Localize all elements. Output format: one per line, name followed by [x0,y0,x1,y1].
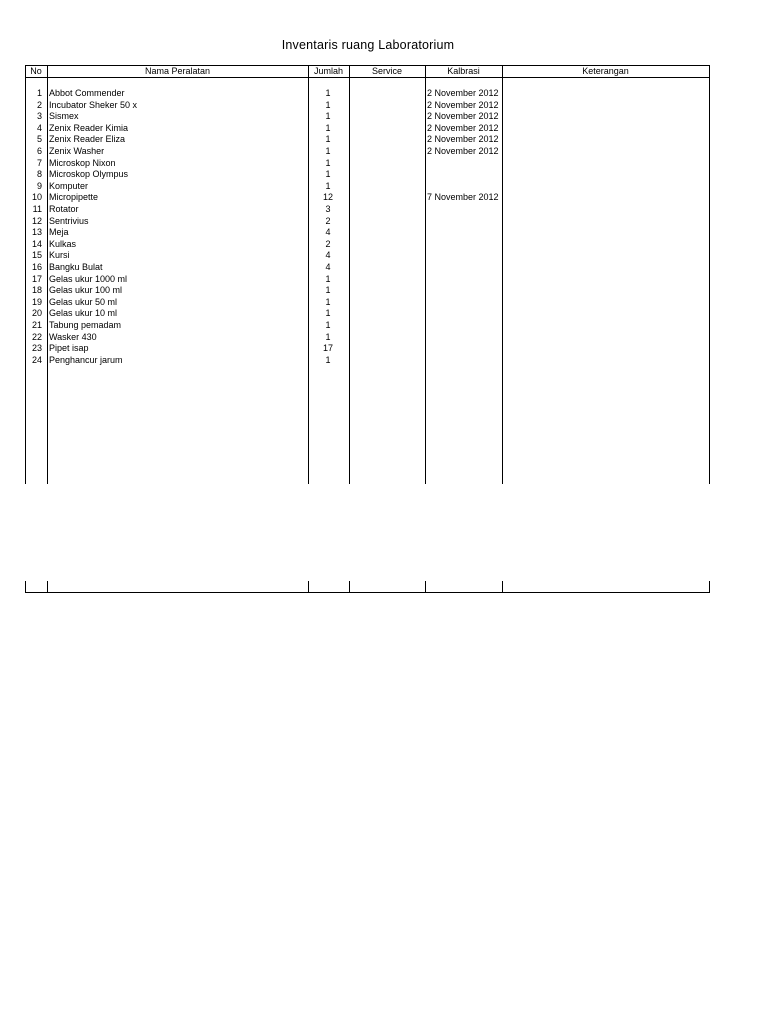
table-row [25,320,710,332]
row-jumlah: 1 [325,331,331,342]
row-no: 22 [31,331,42,342]
table-row [25,192,710,204]
table-row [25,134,710,146]
row-jumlah: 1 [325,157,331,168]
row-nama-peralatan: Zenix Reader Eliza [49,134,126,145]
row-jumlah: 2 [325,215,331,226]
row-nama-peralatan: Zenix Washer [49,146,105,156]
col-tick [25,581,26,592]
table-row [25,111,710,123]
header-kalibrasi: Kalbrasi [447,66,480,76]
table-row [25,262,710,274]
header-service: Service [371,66,402,76]
row-nama-peralatan: Microskop Nixon [49,157,116,168]
row-kalibrasi: 2 November 2012 [427,134,499,145]
row-nama-peralatan: Gelas ukur 100 ml [49,285,123,296]
document-title: Inventaris ruang Laboratorium [281,38,455,52]
row-nama-peralatan: Zenix Reader Kimia [49,122,129,133]
row-nama-peralatan: Kursi [49,250,70,261]
table-row [25,239,710,251]
row-nama-peralatan: Bangku Bulat [49,262,103,272]
row-nama-peralatan: Abbot Commender [49,88,125,98]
row-kalibrasi: 2 November 2012 [427,99,499,110]
row-nama-peralatan: Penghancur jarum [49,354,123,365]
table-row [25,204,710,216]
row-jumlah: 1 [325,354,331,365]
row-no: 9 [36,180,42,191]
header-nama-peralatan: Nama Peralatan [144,66,211,76]
header-bottom-border [25,77,710,78]
row-jumlah: 1 [325,169,331,180]
table-row [25,181,710,193]
row-no: 6 [36,146,42,156]
row-jumlah: 1 [325,308,331,319]
row-no: 5 [36,134,42,145]
col-tick [47,581,48,592]
table-row [25,343,710,355]
row-kalibrasi: 2 November 2012 [427,146,499,156]
row-nama-peralatan: Sentrivius [49,215,89,226]
row-nama-peralatan: Komputer [49,180,89,191]
row-nama-peralatan: Rotator [49,204,79,214]
row-no: 23 [31,343,42,354]
table-row [25,285,710,297]
row-nama-peralatan: Tabung pemadam [49,320,122,330]
row-jumlah: 1 [325,99,331,110]
row-nama-peralatan: Gelas ukur 50 ml [49,296,118,307]
row-jumlah: 4 [325,262,331,272]
row-kalibrasi: 7 November 2012 [427,192,499,203]
row-kalibrasi: 2 November 2012 [427,122,499,133]
row-nama-peralatan: Gelas ukur 10 ml [49,308,118,319]
row-jumlah: 1 [325,296,331,307]
row-jumlah: 1 [325,146,331,156]
row-nama-peralatan: Sismex [49,111,79,122]
table-bottom-border [25,592,710,593]
row-no: 24 [31,354,42,365]
row-jumlah: 1 [325,285,331,296]
row-jumlah: 4 [325,250,331,261]
header-no: No [30,66,42,76]
col-tick [308,581,309,592]
table-row [25,308,710,320]
row-jumlah: 1 [325,180,331,191]
row-nama-peralatan: Meja [49,227,69,238]
table-row [25,123,710,135]
row-nama-peralatan: Gelas ukur 1000 ml [49,273,128,284]
table-row [25,100,710,112]
table-row [25,355,710,367]
row-jumlah: 17 [322,343,333,354]
header-keterangan: Keterangan [582,66,629,76]
inventory-table [25,65,710,592]
row-no: 16 [31,262,42,272]
row-no: 12 [31,215,42,226]
row-nama-peralatan: Wasker 430 [49,331,97,342]
table-row [25,169,710,181]
table-row [25,88,710,100]
col-tick [425,581,426,592]
row-kalibrasi: 2 November 2012 [427,111,499,122]
row-no: 14 [31,238,42,249]
table-row [25,227,710,239]
table-row [25,332,710,344]
row-nama-peralatan: Microskop Olympus [49,169,129,180]
row-nama-peralatan: Micropipette [49,192,99,203]
row-jumlah: 12 [322,192,333,203]
row-jumlah: 1 [325,273,331,284]
row-no: 7 [36,157,42,168]
row-jumlah: 1 [325,122,331,133]
table-row [25,297,710,309]
col-tick [349,581,350,592]
col-tick [502,581,503,592]
row-no: 2 [36,99,42,110]
table-row [25,216,710,228]
table-row [25,250,710,262]
row-no: 13 [31,227,42,238]
row-no: 15 [31,250,42,261]
col-tick [709,581,710,592]
row-no: 19 [31,296,42,307]
row-no: 4 [36,122,42,133]
row-kalibrasi: 2 November 2012 [427,88,499,98]
row-nama-peralatan: Kulkas [49,238,77,249]
row-nama-peralatan: Incubator Sheker 50 x [49,99,138,110]
table-row [25,274,710,286]
row-no: 8 [36,169,42,180]
table-row [25,146,710,158]
row-no: 21 [31,320,42,330]
row-no: 17 [31,273,42,284]
row-jumlah: 4 [325,227,331,238]
row-no: 10 [31,192,42,203]
row-no: 18 [31,285,42,296]
header-jumlah: Jumlah [313,66,343,76]
row-jumlah: 1 [325,88,331,98]
row-no: 1 [36,88,42,98]
row-jumlah: 1 [325,320,331,330]
row-jumlah: 3 [325,204,331,214]
row-jumlah: 2 [325,238,331,249]
row-no: 3 [36,111,42,122]
table-row [25,158,710,170]
row-no: 20 [31,308,42,319]
row-jumlah: 1 [325,134,331,145]
row-jumlah: 1 [325,111,331,122]
row-nama-peralatan: Pipet isap [49,343,89,354]
row-no: 11 [32,204,42,214]
